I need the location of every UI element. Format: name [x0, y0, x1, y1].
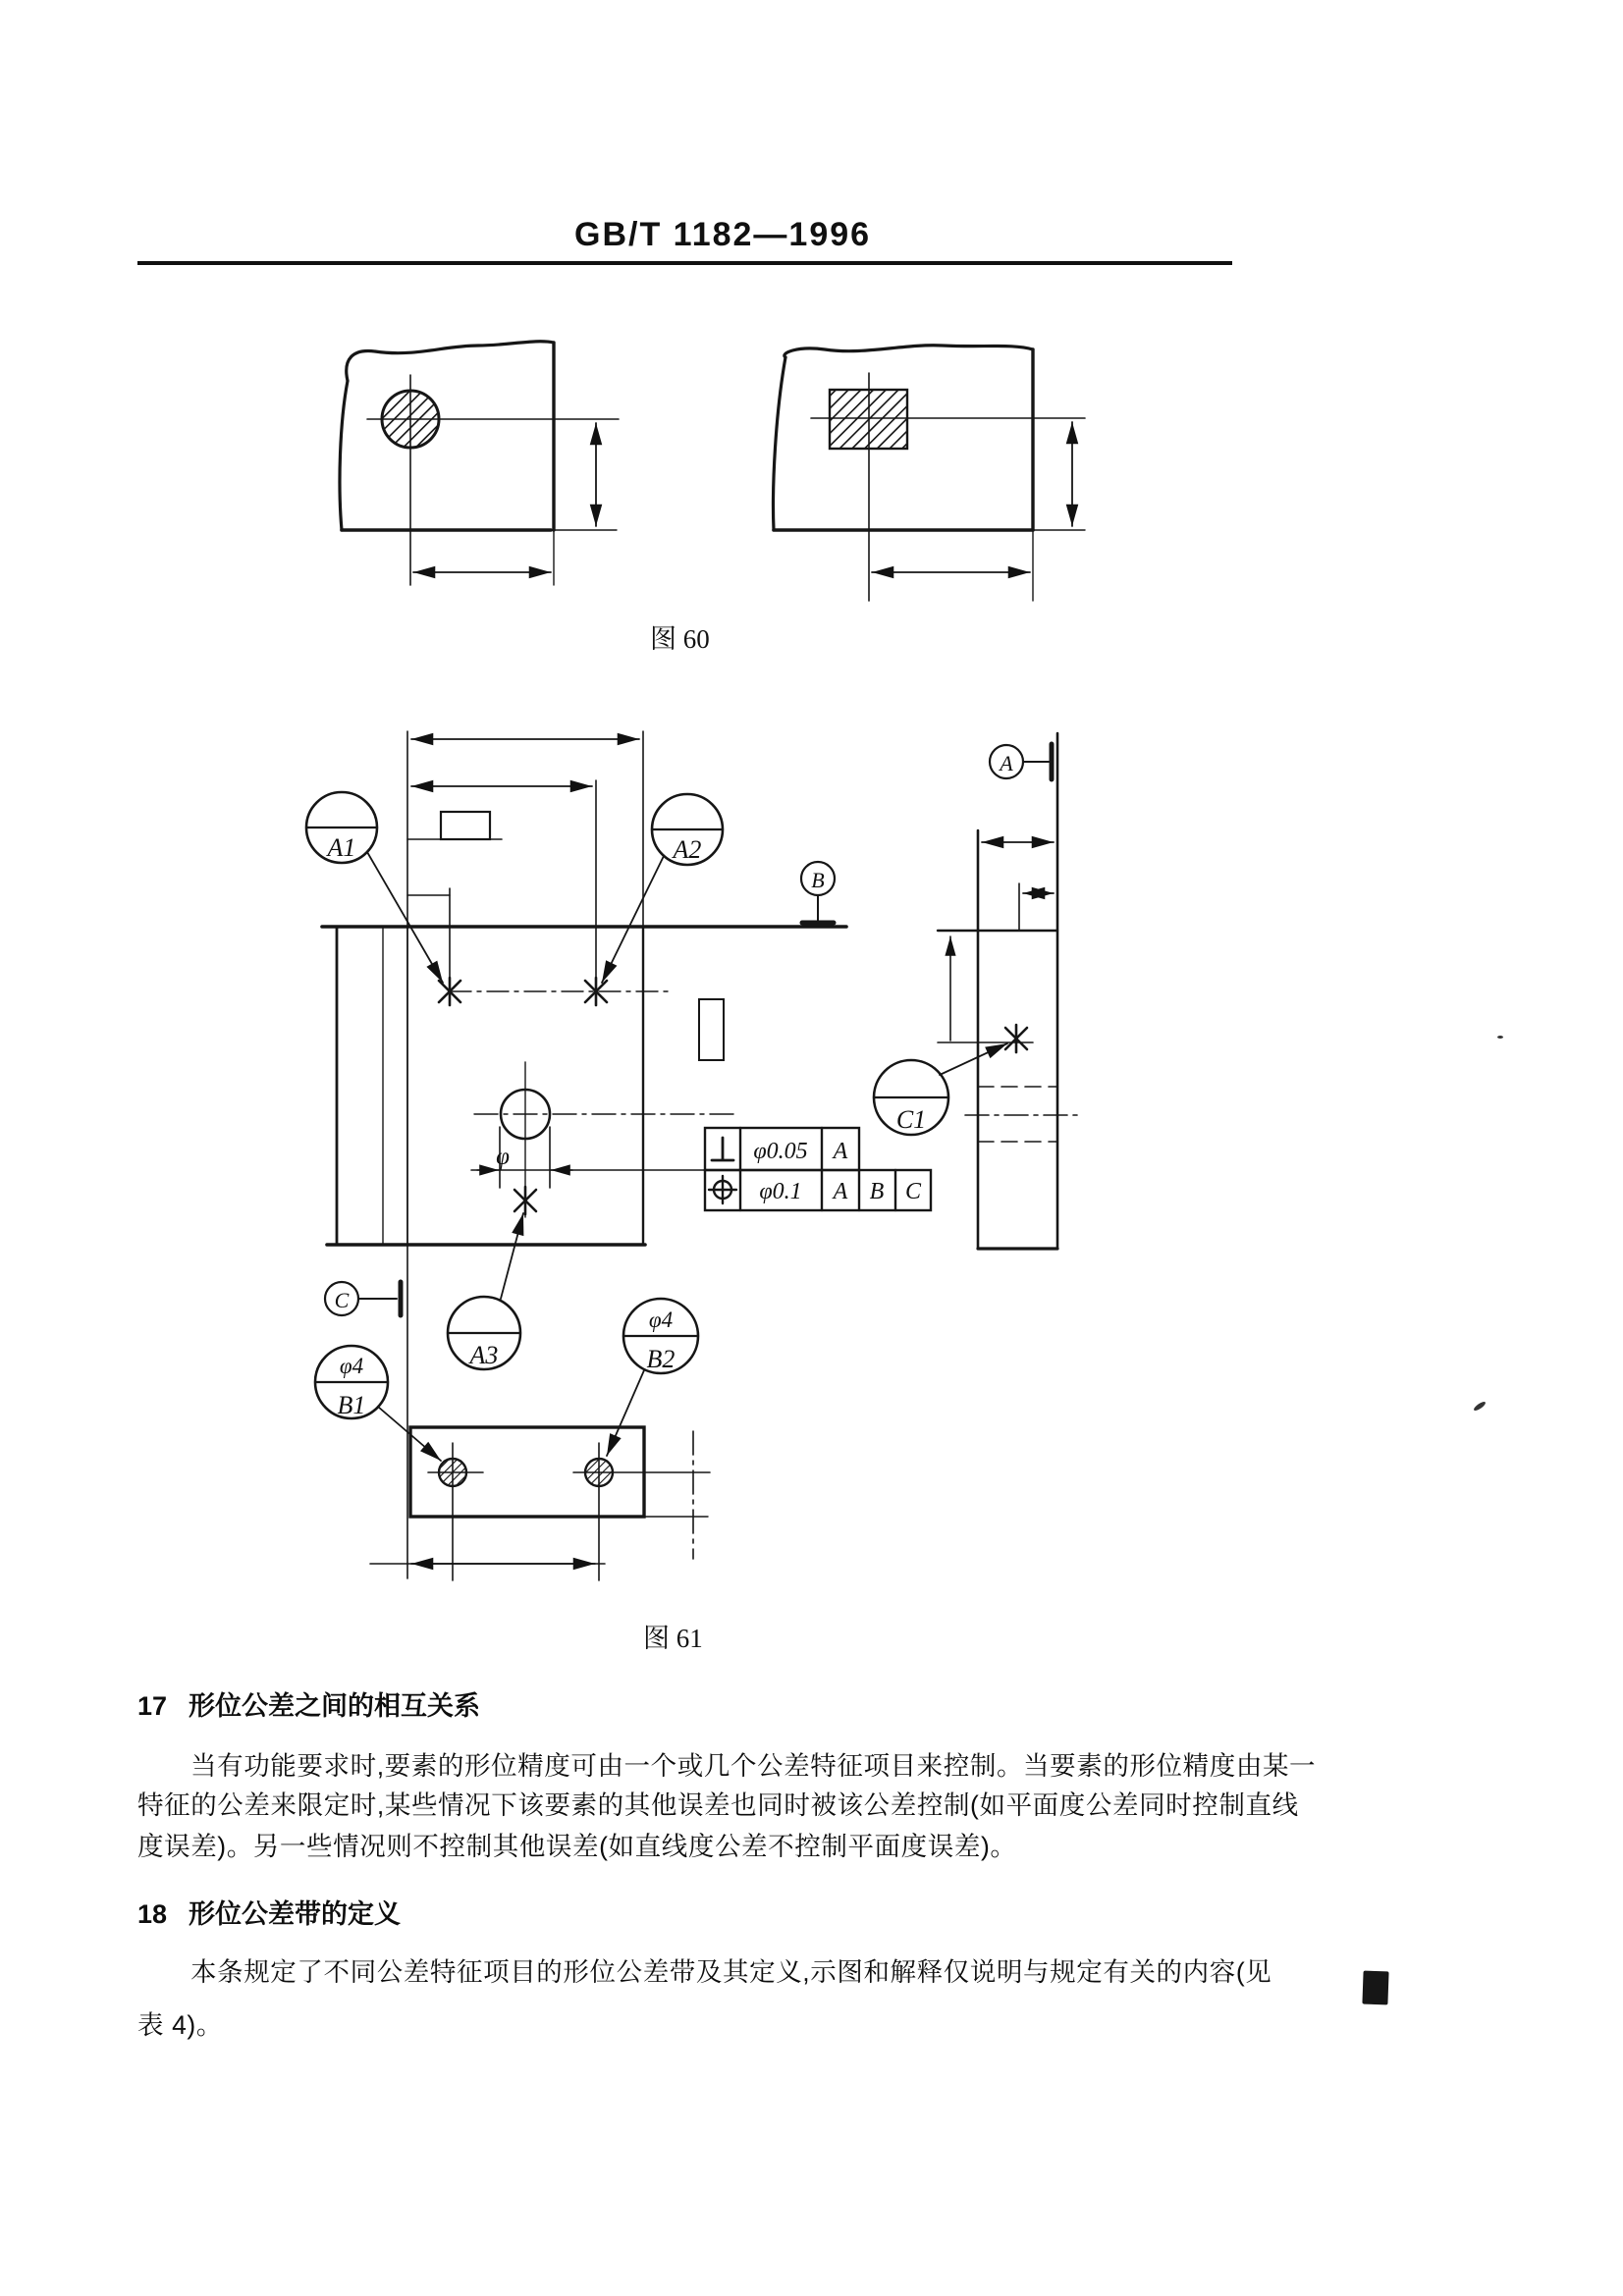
balloon-b2-size: φ4: [648, 1308, 674, 1332]
section-18-title: 形位公差带的定义: [189, 1899, 401, 1929]
balloon-b2-label: B2: [646, 1345, 676, 1373]
section-17-line-2: 特征的公差来限定时,某些情况下该要素的其他误差也同时被该公差控制(如平面度公差同时控制直线: [137, 1790, 1299, 1820]
perpendicularity-symbol: [712, 1138, 733, 1160]
fcf2-datum-c: C: [904, 1179, 922, 1204]
true-position-symbol: [709, 1176, 736, 1203]
datum-c-symbol: [325, 1282, 401, 1315]
section-17-title: 形位公差之间的相互关系: [189, 1691, 480, 1721]
datum-a-symbol: [990, 744, 1052, 779]
balloon-a2-label: A2: [673, 835, 702, 864]
target-x-a3: [514, 1187, 536, 1214]
section-17-number: 17: [137, 1691, 168, 1721]
section-18-heading: [137, 1893, 401, 1931]
target-x-c1: [1005, 1025, 1027, 1052]
fcf2-datum-a: A: [833, 1179, 848, 1204]
fig61-bottom-view: [370, 1427, 710, 1580]
scan-speck: [1497, 1036, 1503, 1039]
datum-target-balloon-a2: [602, 794, 723, 983]
fcf1-datum-a: A: [833, 1139, 848, 1164]
datum-b-letter: B: [811, 868, 825, 892]
fcf1-tolerance: φ0.05: [753, 1139, 808, 1164]
fig60-right-view: [774, 346, 1086, 601]
datum-target-balloon-b2: [607, 1299, 698, 1456]
balloon-c1-label: C1: [895, 1105, 927, 1134]
fcf2-tolerance: φ0.1: [759, 1179, 802, 1204]
phi-symbol: φ: [496, 1144, 510, 1170]
datum-target-balloon-b1: [315, 1346, 441, 1461]
datum-b-symbol: [801, 862, 835, 923]
section-18-line-1: 本条规定了不同公差特征项目的形位公差带及其定义,示图和解释仅说明与规定有关的内容(见: [190, 1957, 1272, 1987]
datum-a-letter: A: [1000, 751, 1013, 775]
section-17-line-1: 当有功能要求时,要素的形位精度可由一个或几个公差特征项目来控制。当要素的形位精度由某一: [190, 1751, 1317, 1781]
fig60-caption: 图 60: [650, 624, 710, 654]
fig60-left-view: [340, 342, 619, 585]
balloon-b1-size: φ4: [339, 1354, 364, 1378]
balloon-a3-label: A3: [469, 1341, 499, 1369]
fcf2-datum-b: B: [869, 1179, 885, 1204]
boss-outline: [441, 812, 490, 839]
fig61-side-view: [938, 733, 1083, 1249]
balloon-a1-label: A1: [327, 833, 356, 862]
feature-control-frames: [705, 1128, 931, 1210]
section-18-number: 18: [137, 1899, 168, 1929]
balloon-b1-label: B1: [337, 1391, 366, 1419]
section-17-heading: [137, 1684, 480, 1723]
datum-target-balloon-a3: [448, 1213, 523, 1369]
side-notch: [699, 999, 724, 1060]
datum-c-letter: C: [334, 1288, 350, 1312]
section-17-line-3: 度误差)。另一些情况则不控制其他误差(如直线度公差不控制平面度误差)。: [137, 1832, 1017, 1861]
datum-target-x-marks: [439, 978, 1027, 1214]
datum-target-balloon-c1: [874, 1043, 1007, 1135]
datum-target-balloon-a1: [306, 792, 443, 983]
fig61-caption: 图 61: [643, 1624, 703, 1653]
standard-number: GB/T 1182—1996: [574, 216, 872, 253]
print-registration-mark: [1362, 1971, 1388, 2005]
section-18-line-2: 表 4)。: [137, 2010, 223, 2040]
